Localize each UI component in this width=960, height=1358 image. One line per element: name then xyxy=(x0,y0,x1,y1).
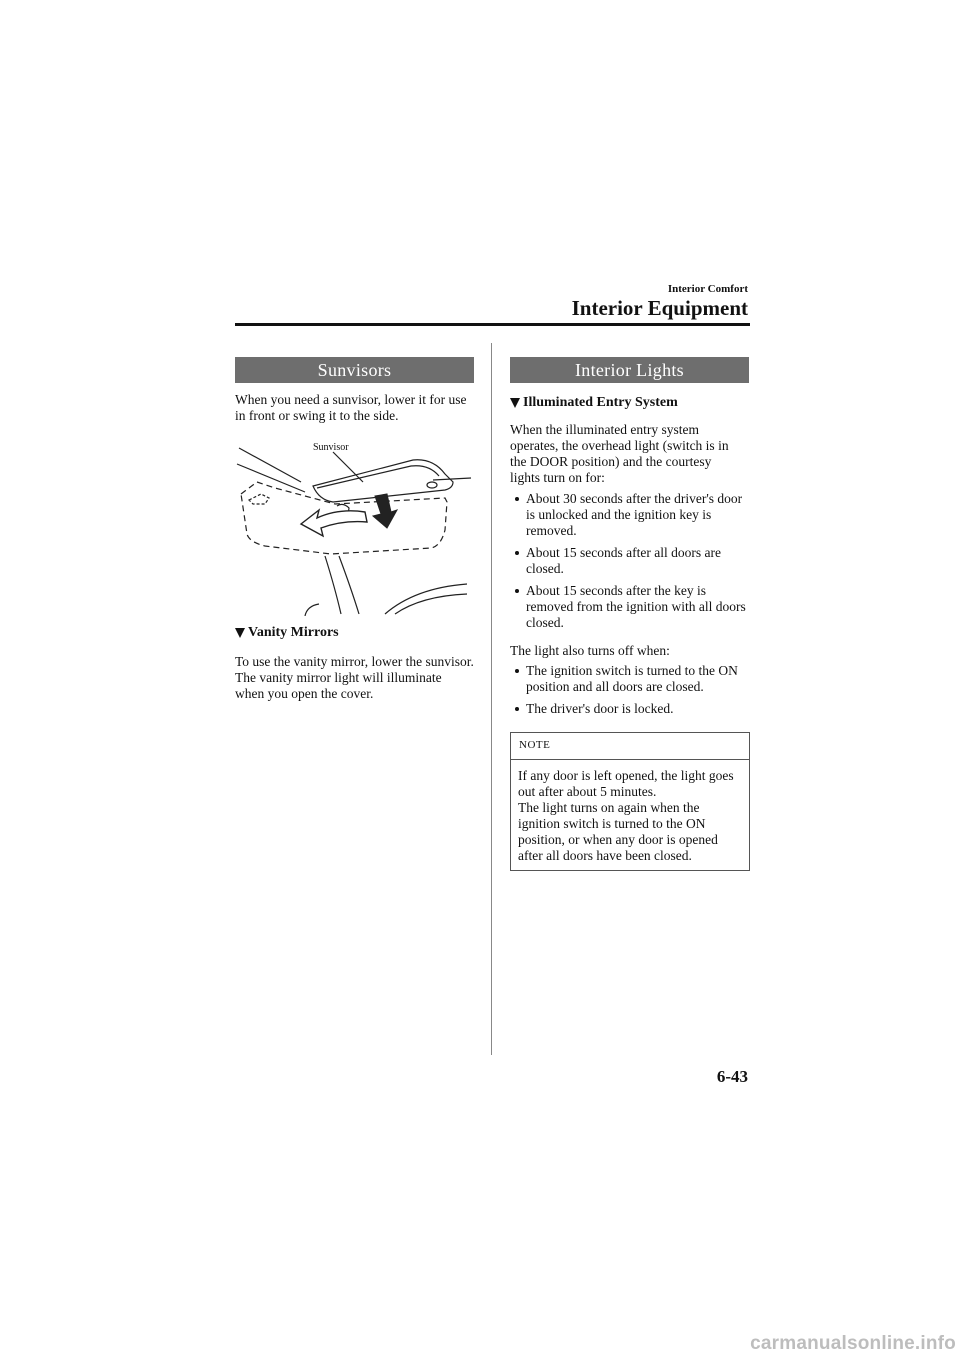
bullet-icon xyxy=(515,669,519,673)
vanity-paragraph-1: To use the vanity mirror, lower the sunvisor. xyxy=(235,654,474,669)
note-paragraph-1: If any door is left opened, the light goes out after about 5 minutes. xyxy=(518,768,734,799)
watermark: carmanualsonline.info xyxy=(750,1333,956,1354)
list-item: The ignition switch is turned to the ON position and all doors are closed. xyxy=(510,663,750,695)
entry-intro: When the illuminated entry system operates, the overhead light (switch is in the DOOR position) and the courtesy lights turn on for: xyxy=(510,422,729,485)
list-item: About 15 seconds after all doors are closed. xyxy=(510,545,750,577)
bullet-icon xyxy=(515,551,519,555)
sunvisor-illustration xyxy=(235,438,474,616)
note-paragraph-2: The light turns on again when the ignition switch is turned to the ON position, or when any door is opened after all doors have been closed. xyxy=(518,800,718,863)
turn-off-bullet-list xyxy=(510,663,750,717)
turn-off-intro: The light also turns off when: xyxy=(510,643,670,658)
header-rule xyxy=(235,323,750,326)
bullet-icon xyxy=(515,589,519,593)
right-column xyxy=(510,357,749,871)
running-header-title: Interior Equipment xyxy=(571,296,748,320)
down-triangle-icon xyxy=(235,628,245,638)
subheading-vanity-mirrors-text: Vanity Mirrors xyxy=(248,625,339,640)
subheading-illuminated-entry-text: Illuminated Entry System xyxy=(523,395,678,410)
list-item: The driver's door is locked. xyxy=(510,701,750,717)
sunvisors-intro: When you need a sunvisor, lower it for use in front or swing it to the side. xyxy=(235,392,467,423)
column-divider xyxy=(491,343,492,1055)
figure-label-sunvisor: Sunvisor xyxy=(313,442,349,453)
list-item: About 30 seconds after the driver's door is unlocked and the ignition key is removed. xyxy=(510,491,750,539)
list-item: About 15 seconds after the key is removed from the ignition with all doors closed. xyxy=(510,583,750,631)
bullet-icon xyxy=(515,497,519,501)
running-header-section: Interior Comfort xyxy=(667,283,748,295)
bullet-icon xyxy=(515,707,519,711)
vanity-paragraph-2: The vanity mirror light will illuminate when you open the cover. xyxy=(235,670,442,701)
subheading-vanity-mirrors xyxy=(235,624,474,642)
note-body xyxy=(511,760,749,870)
page-number: 6-43 xyxy=(716,1067,748,1086)
left-column xyxy=(235,357,474,702)
note-title: NOTE xyxy=(511,733,749,760)
section-banner-sunvisors: Sunvisors xyxy=(235,357,474,383)
entry-bullet-list xyxy=(510,491,750,631)
note-box xyxy=(510,732,750,871)
down-triangle-icon xyxy=(510,398,520,408)
section-banner-interior-lights: Interior Lights xyxy=(510,357,749,383)
subheading-illuminated-entry xyxy=(510,394,749,412)
sunvisor-drawing xyxy=(235,438,474,616)
